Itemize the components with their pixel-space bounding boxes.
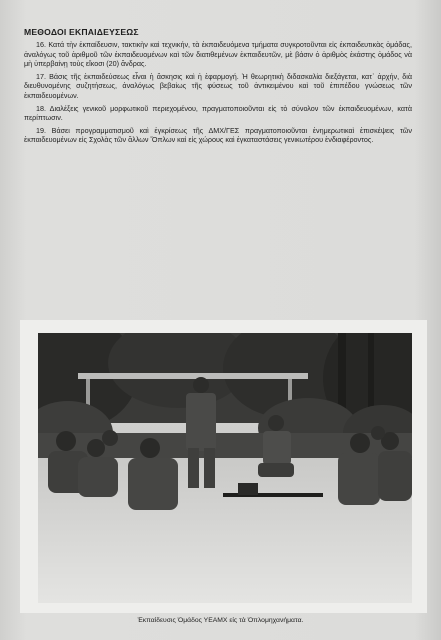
paragraph-19: 19. Βάσει προγραμματισμοῦ καὶ ἐγκρίσεως τῆς ΔΜΧ/ΓΕΣ πραγματοποιοῦνται ἐνημερωτικαὶ ἐπισκέψεις τῶν ἐκπαιδευομένων εἰς Σχολὰς τῶν ἄλλων Ὅπλων καὶ εἰς χώρους καὶ ἐγκαταστάσεις γενικωτέρου ἐνδιαφέροντος.	[24, 125, 412, 145]
paragraph-18: 18. Διαλέξεις γενικοῦ μορφωτικοῦ περιεχομένου, πραγματοποιοῦνται εἰς τὸ σύνολον τῶν ἐκπαιδευομένων, κατὰ περίπτωσιν.	[24, 103, 412, 123]
photo-caption: Ἐκπαίδευσις Ὁμάδος ΥΕΑΜΧ εἰς τὰ Ὁπλομηχανήματα.	[137, 617, 304, 624]
paragraph-16: 16. Κατά τὴν ἐκπαίδευσιν, τακτικὴν καὶ τεχνικήν, τὰ ἐκπαιδευόμενα τμήματα συγκροτοῦνται εἰς ἐκπαιδευτικὰς ὁμάδας, ἀναλόγως τοῦ ἀριθμοῦ τῶν ἐκπαιδευομένων καὶ τῶν διατιθεμένων ἐκπαιδευτῶν, μὲ βάσιν ὁ ἀριθμὸς ἑκάστης ὁμάδος νὰ μὴ ὑπερβαίνῃ τοὺς εἴκοσι (20) ἄνδρας.	[24, 40, 412, 69]
section-body	[24, 40, 412, 148]
paragraph-17: 17. Βάσις τῆς ἐκπαιδεύσεως εἶναι ἡ ἄσκησις καὶ ἡ ἐφαρμογή. Ἡ θεωρητικὴ διδασκαλία διεξάγεται, κατ᾽ ἀρχήν, διὰ διευθυνομένης συζητήσεως, ἀναλόγως βεβαίως τῆς φύσεως τοῦ ἀντικειμένου καὶ τοῦ ἐπιπέδου γνώσεως τῶν ἐκπαιδευομένων.	[24, 71, 412, 100]
training-photo-illustration	[38, 333, 412, 603]
training-photo	[38, 333, 412, 603]
section-heading: ΜΕΘΟΔΟΙ ΕΚΠΑΙΔΕΥΣΕΩΣ	[24, 27, 139, 37]
